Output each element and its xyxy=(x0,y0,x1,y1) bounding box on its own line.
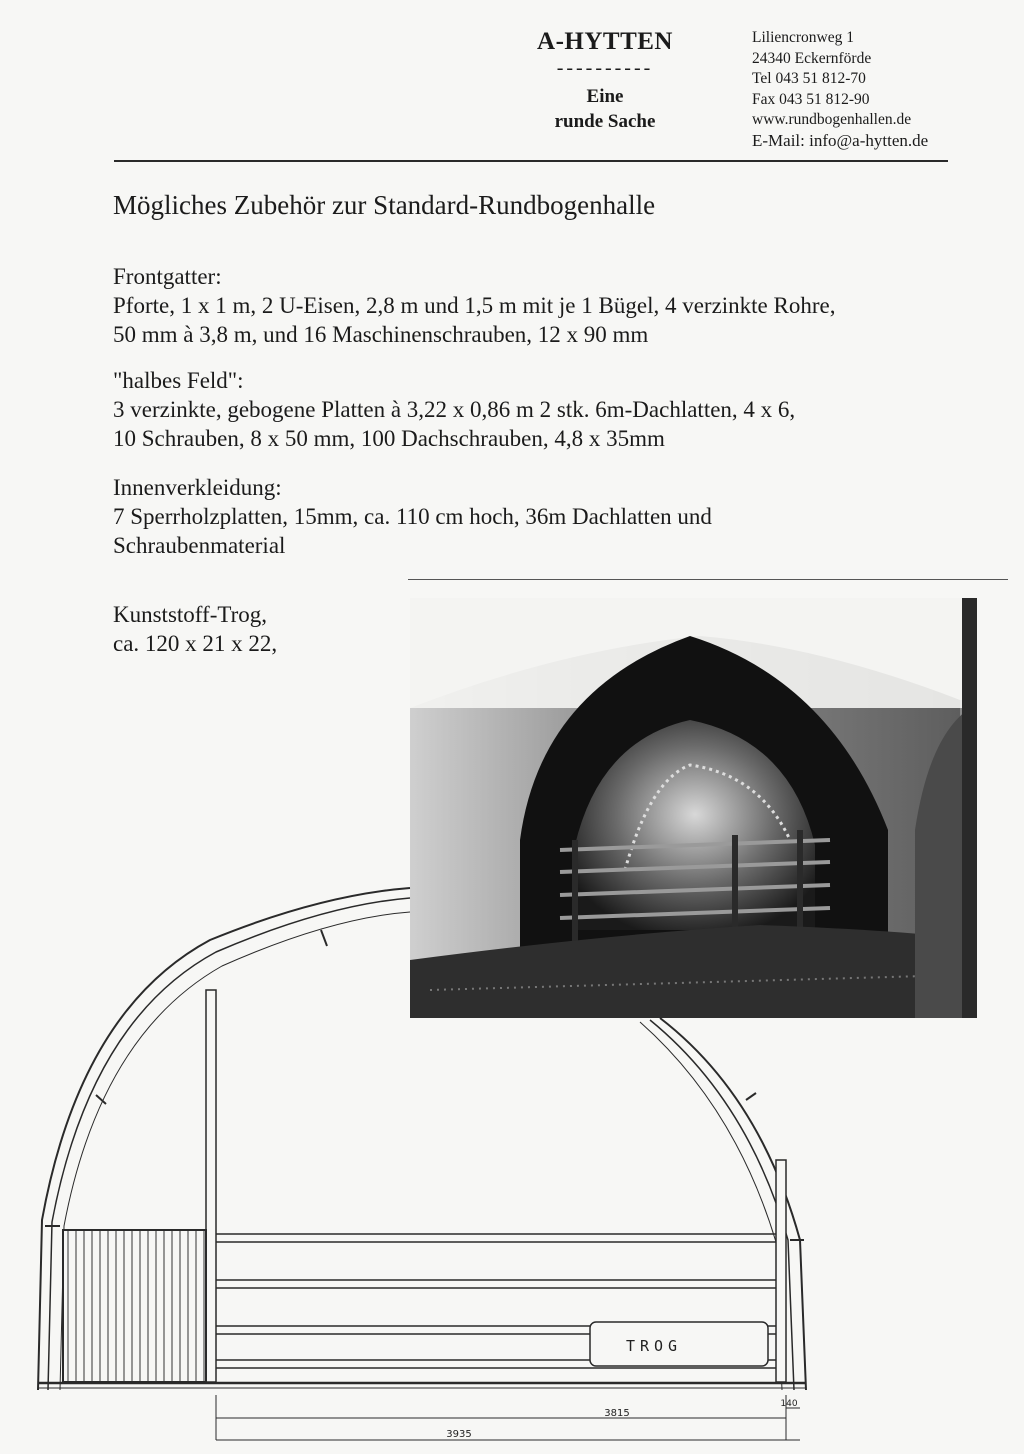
tagline-line2: runde Sache xyxy=(554,111,656,132)
section-label: Frontgatter: xyxy=(113,264,222,289)
section-label: Innenverkleidung: xyxy=(113,475,282,500)
dimension-outer: 3935 xyxy=(446,1429,472,1440)
section-label: Kunststoff-Trog, xyxy=(113,602,268,627)
section-line: 3 verzinkte, gebogene Platten à 3,22 x 0,86 m 2 stk. 6m-Dachlatten, 4 x 6, xyxy=(113,397,796,422)
section-line: Pforte, 1 x 1 m, 2 U-Eisen, 2,8 m und 1,5 m mit je 1 Bügel, 4 verzinkte Rohre, xyxy=(113,293,836,318)
dimension-small: 140 xyxy=(780,1399,798,1409)
contact-fax: Fax 043 51 812-90 xyxy=(752,90,870,108)
trough-label: TROG xyxy=(625,1337,683,1355)
dimension-inner: 3815 xyxy=(604,1408,630,1419)
contact-web: www.rundbogenhallen.de xyxy=(752,111,912,128)
contact-street: Liliencronweg 1 xyxy=(752,29,855,46)
section-line: ca. 120 x 21 x 22, xyxy=(113,631,278,656)
tagline-line1: Eine xyxy=(586,86,624,107)
contact-city: 24340 Eckernförde xyxy=(752,49,872,67)
section-line: Schraubenmaterial xyxy=(113,533,286,558)
section-line: 7 Sperrholzplatten, 15mm, ca. 110 cm hoch, 36m Dachlatten und xyxy=(113,504,712,529)
section-label: "halbes Feld": xyxy=(113,368,244,393)
hall-photo xyxy=(410,598,977,1018)
section-line: 50 mm à 3,8 m, und 16 Maschinenschrauben, 12 x 90 mm xyxy=(113,322,649,347)
section-line: 10 Schrauben, 8 x 50 mm, 100 Dachschrauben, 4,8 x 35mm xyxy=(113,426,665,451)
page-title: Mögliches Zubehör zur Standard-Rundbogenhalle xyxy=(113,190,656,220)
contact-email: E-Mail: info@a-hytten.de xyxy=(752,130,929,150)
brand-divider: ---------- xyxy=(556,57,654,79)
contact-tel: Tel 043 51 812-70 xyxy=(752,70,866,87)
brand-name: A-HYTTEN xyxy=(537,28,673,55)
